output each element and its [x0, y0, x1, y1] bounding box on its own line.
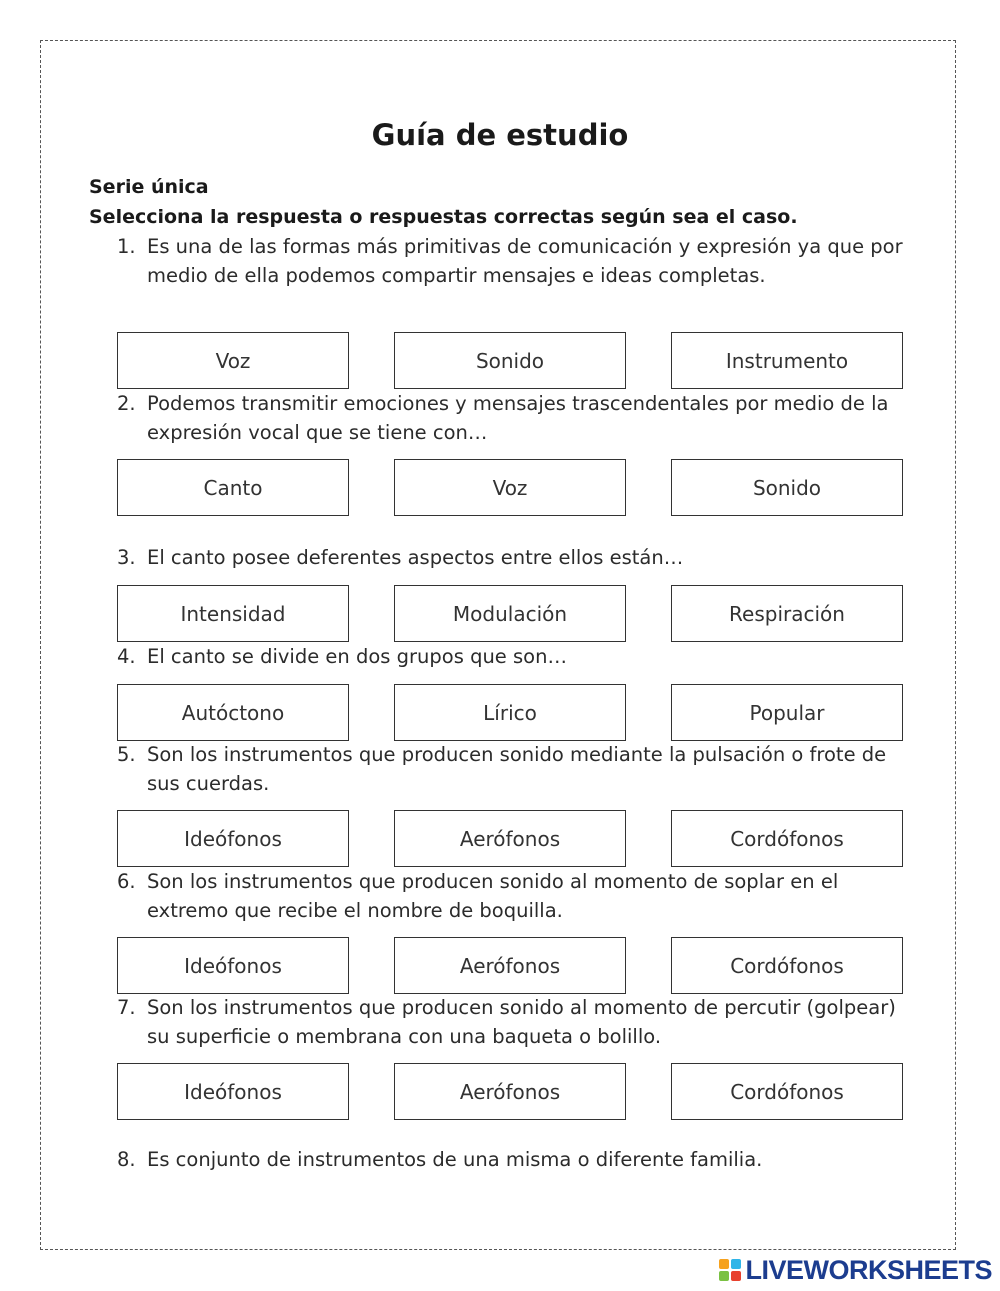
question-8: [117, 1146, 907, 1175]
answer-option[interactable]: Cordófonos: [671, 937, 903, 994]
answer-option[interactable]: Aerófonos: [394, 1063, 626, 1120]
question-number: 5.: [117, 743, 136, 766]
answer-option[interactable]: Cordófonos: [671, 810, 903, 867]
section-subtitle: Serie única: [89, 176, 209, 198]
brand-name: LIVEWORKSHEETS: [745, 1254, 992, 1285]
page-title: Guía de estudio: [371, 118, 629, 152]
answer-option[interactable]: Instrumento: [671, 332, 903, 389]
question-number: 4.: [117, 645, 136, 668]
question-5: [117, 741, 907, 798]
answer-option[interactable]: Sonido: [671, 459, 903, 516]
question-3: [117, 544, 907, 573]
question-text: El canto se divide en dos grupos que son…: [147, 645, 567, 668]
question-2: [117, 390, 907, 447]
liveworksheets-logo-icon: [719, 1259, 741, 1281]
question-text: Es conjunto de instrumentos de una misma o diferente familia.: [147, 1148, 763, 1171]
answer-option[interactable]: Lírico: [394, 684, 626, 741]
question-text: Es una de las formas más primitivas de comunicación y expresión ya que por medio de ella podemos compartir mensajes e ideas completas.: [147, 235, 903, 287]
answer-option[interactable]: Modulación: [394, 585, 626, 642]
answer-option[interactable]: Canto: [117, 459, 349, 516]
answer-option[interactable]: Ideófonos: [117, 1063, 349, 1120]
question-number: 7.: [117, 996, 136, 1019]
answer-option[interactable]: Respiración: [671, 585, 903, 642]
question-number: 1.: [117, 235, 136, 258]
question-4: [117, 643, 907, 672]
logo-square-icon: [731, 1271, 741, 1281]
question-text: Podemos transmitir emociones y mensajes trascendentales por medio de la expresión vocal que se tiene con…: [147, 392, 889, 444]
question-text: Son los instrumentos que producen sonido al momento de soplar en el extremo que recibe el nombre de boquilla.: [147, 870, 839, 922]
answer-option[interactable]: Cordófonos: [671, 1063, 903, 1120]
answer-option[interactable]: Voz: [394, 459, 626, 516]
answer-option[interactable]: Ideófonos: [117, 810, 349, 867]
answer-option[interactable]: Aerófonos: [394, 937, 626, 994]
question-6: [117, 868, 907, 925]
logo-square-icon: [731, 1259, 741, 1269]
logo-square-icon: [719, 1259, 729, 1269]
answer-option[interactable]: Aerófonos: [394, 810, 626, 867]
instructions: Selecciona la respuesta o respuestas correctas según sea el caso.: [89, 206, 798, 228]
question-number: 2.: [117, 392, 136, 415]
question-number: 6.: [117, 870, 136, 893]
answer-option[interactable]: Autóctono: [117, 684, 349, 741]
question-number: 8.: [117, 1148, 136, 1171]
question-text: El canto posee deferentes aspectos entre ellos están…: [147, 546, 684, 569]
question-1: [117, 233, 907, 290]
question-text: Son los instrumentos que producen sonido al momento de percutir (golpear) su superficie o membrana con una baqueta o bolillo.: [147, 996, 896, 1048]
answer-option[interactable]: Intensidad: [117, 585, 349, 642]
logo-square-icon: [719, 1271, 729, 1281]
question-text: Son los instrumentos que producen sonido mediante la pulsación o frote de sus cuerdas.: [147, 743, 887, 795]
question-7: [117, 994, 907, 1051]
liveworksheets-brand[interactable]: [719, 1255, 992, 1285]
answer-option[interactable]: Ideófonos: [117, 937, 349, 994]
answer-option[interactable]: Voz: [117, 332, 349, 389]
question-number: 3.: [117, 546, 136, 569]
answer-option[interactable]: Popular: [671, 684, 903, 741]
answer-option[interactable]: Sonido: [394, 332, 626, 389]
